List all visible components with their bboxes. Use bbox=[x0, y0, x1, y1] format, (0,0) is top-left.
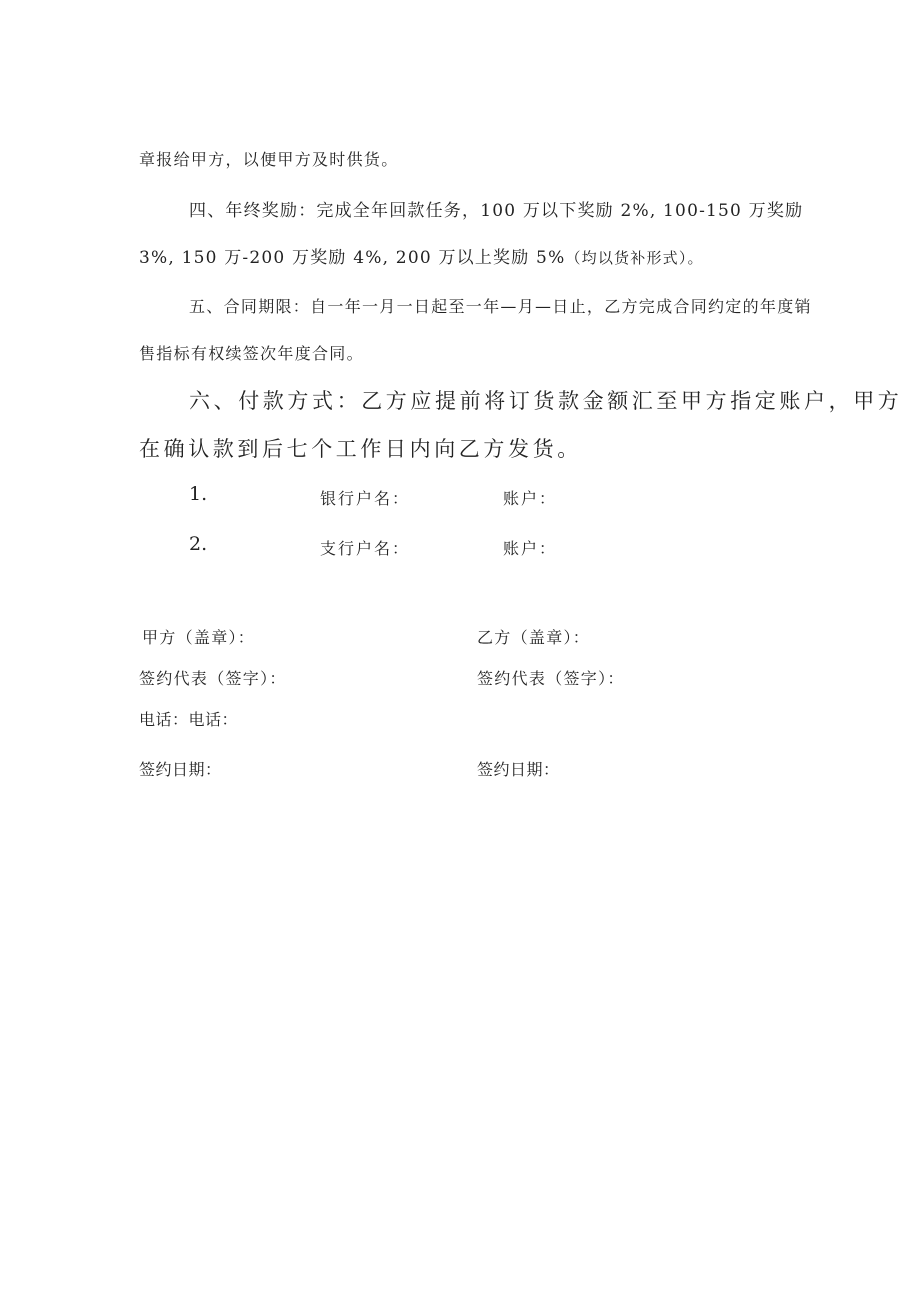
party-a-seal-label: 甲方（盖章）： bbox=[142, 628, 256, 647]
party-b-rep-label: 签约代表（签字）： bbox=[477, 669, 625, 688]
party-b-seal-label: 乙方（盖章）： bbox=[477, 628, 591, 647]
clause6-line2: 在确认款到后七个工作日内向乙方发货。 bbox=[139, 437, 582, 461]
branch-name-label: 支行户名： bbox=[320, 539, 411, 558]
clause5-line1: 五、合同期限：自一年一月一日起至一年—月—日止，乙方完成合同约定的年度销 bbox=[189, 297, 812, 316]
party-a-rep-label: 签约代表（签字）： bbox=[139, 669, 287, 688]
bank-name-label: 银行户名： bbox=[320, 489, 411, 508]
clause4-line1-text: 四、年终奖励：完成全年回款任务， bbox=[189, 201, 481, 221]
clause6-line1: 六、付款方式：乙方应提前将订货款金额汇至甲方指定账户，甲方 bbox=[189, 389, 903, 413]
clause4-line1 bbox=[189, 196, 803, 221]
clause4-line2-text: （均以货补形式）。 bbox=[565, 249, 704, 267]
clause4-line1-numbers: 100 万以下奖励 2%, 100-150 万奖励 bbox=[480, 201, 804, 221]
party-b-date-label: 签约日期： bbox=[477, 760, 560, 779]
party-a-date-label: 签约日期： bbox=[139, 760, 222, 779]
clause4-line2-numbers: 3%, 150 万-200 万奖励 4%, 200 万以上奖励 5% bbox=[139, 248, 566, 268]
phone-label: 电话：电话： bbox=[139, 710, 239, 729]
clause4-line2 bbox=[139, 243, 704, 268]
payment-number: 1. bbox=[189, 483, 208, 505]
clause3-tail: 章报给甲方，以便甲方及时供货。 bbox=[139, 150, 399, 169]
account-label: 账户： bbox=[503, 489, 558, 508]
payment-number: 2. bbox=[189, 533, 208, 555]
account-label: 账户： bbox=[503, 539, 558, 558]
clause5-line2: 售指标有权续签次年度合同。 bbox=[139, 344, 364, 363]
